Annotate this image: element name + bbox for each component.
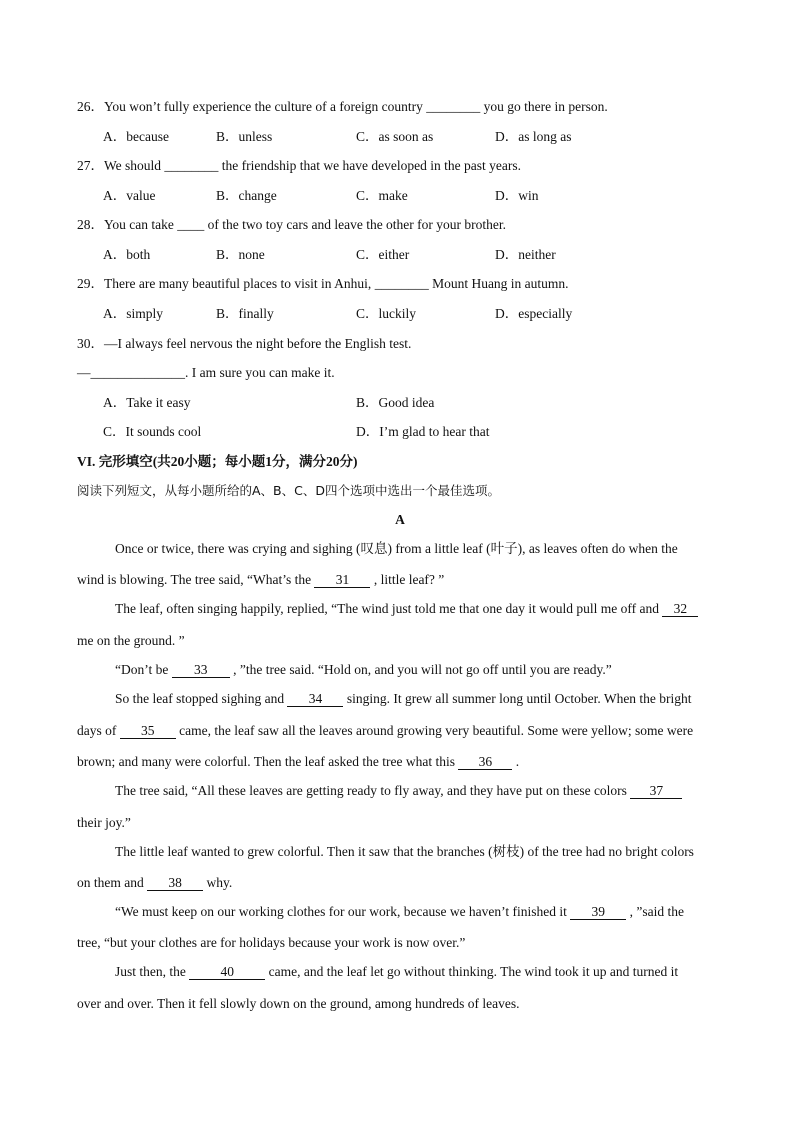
passage-line: tree, “but your clothes are for holidays because your work is now over.” (77, 935, 466, 950)
dialogue-response: —______________. I am sure you can make it. (77, 365, 335, 380)
passage-line: Once or twice, there was crying and sighing (叹息) from a little leaf (叶子), as leaves often do when the (115, 541, 678, 556)
option-b[interactable]: B．change (216, 188, 277, 203)
option-a[interactable]: A．both (103, 247, 151, 262)
option-d[interactable]: D．as long as (495, 129, 572, 144)
answer-blank: ______________ (90, 365, 185, 380)
option-b[interactable]: B．Good idea (356, 395, 435, 410)
passage-label: A (395, 512, 405, 527)
answer-blank: ________ (164, 158, 219, 173)
option-d[interactable]: D．I’m glad to hear that (356, 424, 490, 439)
passage-line: on them and 38 why. (77, 875, 233, 890)
question-26: 26．You won’t fully experience the culture of a foreign country ________ you go there in person. (77, 99, 608, 114)
question-number: 27 (77, 158, 91, 173)
dialogue-line: —I always feel nervous the night before the English test. (104, 336, 412, 351)
answer-blank: ________ (374, 276, 429, 291)
blank-34[interactable]: 34 (287, 692, 343, 707)
passage-line: Just then, the 40 came, and the leaf let go without thinking. The wind took it up and turned it (115, 964, 679, 979)
question-number: 28 (77, 217, 91, 232)
passage-line: The leaf, often singing happily, replied, “The wind just told me that one day it would pull me off and 32 (115, 600, 698, 618)
option-c[interactable]: C．It sounds cool (103, 424, 202, 439)
passage-line: So the leaf stopped sighing and 34 singing. It grew all summer long until October. When the bright (115, 691, 692, 706)
section-instruction: 阅读下列短文，从每小题所给的A、B、C、D四个选项中选出一个最佳选项。 (77, 483, 500, 498)
passage-line: The little leaf wanted to grew colorful. Then it saw that the branches (树枝) of the tree had no bright colors (115, 844, 694, 859)
question-27: 27．We should ________ the friendship that we have developed in the past years. (77, 158, 521, 173)
question-text: You can take (104, 217, 178, 232)
section-title: VI. 完形填空(共20小题；每小题1分，满分20分) (77, 454, 358, 469)
blank-36[interactable]: 36 (458, 755, 512, 770)
option-a[interactable]: A．because (103, 129, 169, 144)
blank-40[interactable]: 40 (189, 965, 265, 980)
question-text: of the two toy cars and leave the other for your brother. (204, 217, 507, 232)
question-text: Mount Huang in autumn. (428, 276, 569, 291)
option-d[interactable]: D．win (495, 188, 539, 203)
passage-line: The tree said, “All these leaves are getting ready to fly away, and they have put on these colors 37 (115, 782, 682, 800)
answer-blank: ________ (426, 99, 481, 114)
option-a[interactable]: A．value (103, 188, 156, 203)
question-number: 30 (77, 336, 91, 351)
question-text: We should (104, 158, 165, 173)
question-30: 30．—I always feel nervous the night before the English test. (77, 336, 412, 351)
option-c[interactable]: C．luckily (356, 306, 416, 321)
passage-line: over and over. Then it fell slowly down on the ground, among hundreds of leaves. (77, 996, 520, 1011)
blank-31[interactable]: 31 (314, 573, 370, 588)
passage-line: wind is blowing. The tree said, “What’s the 31 , little leaf? ” (77, 572, 445, 587)
option-a[interactable]: A．Take it easy (103, 395, 191, 410)
answer-blank: ____ (177, 217, 205, 232)
question-number: 26 (77, 99, 91, 114)
option-b[interactable]: B．finally (216, 306, 274, 321)
blank-39[interactable]: 39 (570, 905, 626, 920)
question-29: 29．There are many beautiful places to visit in Anhui, ________ Mount Huang in autumn. (77, 276, 569, 291)
blank-32[interactable]: 32 (662, 602, 698, 617)
option-d[interactable]: D．neither (495, 247, 556, 262)
question-number: 29 (77, 276, 91, 291)
option-b[interactable]: B．unless (216, 129, 273, 144)
passage-line: brown; and many were colorful. Then the leaf asked the tree what this 36 . (77, 754, 520, 769)
option-c[interactable]: C．either (356, 247, 410, 262)
option-c[interactable]: C．as soon as (356, 129, 434, 144)
passage-line: me on the ground. ” (77, 633, 185, 648)
blank-37[interactable]: 37 (630, 784, 682, 799)
passage-line: days of 35 came, the leaf saw all the leaves around growing very beautiful. Some were yellow; some were (77, 723, 694, 738)
question-text: There are many beautiful places to visit in Anhui, (104, 276, 375, 291)
blank-33[interactable]: 33 (172, 663, 230, 678)
question-text: you go there in person. (480, 99, 608, 114)
option-c[interactable]: C．make (356, 188, 408, 203)
option-b[interactable]: B．none (216, 247, 265, 262)
question-28: 28．You can take ____ of the two toy cars and leave the other for your brother. (77, 217, 507, 232)
blank-38[interactable]: 38 (147, 876, 203, 891)
passage-line: “We must keep on our working clothes for our work, because we haven’t finished it 39 , ”said the (115, 904, 685, 919)
passage-line: their joy.” (77, 815, 131, 830)
question-text: the friendship that we have developed in the past years. (218, 158, 521, 173)
option-a[interactable]: A．simply (103, 306, 164, 321)
option-d[interactable]: D．especially (495, 306, 573, 321)
blank-35[interactable]: 35 (120, 724, 176, 739)
passage-line: “Don’t be 33 , ”the tree said. “Hold on, and you will not go off until you are ready.” (115, 662, 612, 677)
question-text: You won’t fully experience the culture of a foreign country (104, 99, 427, 114)
